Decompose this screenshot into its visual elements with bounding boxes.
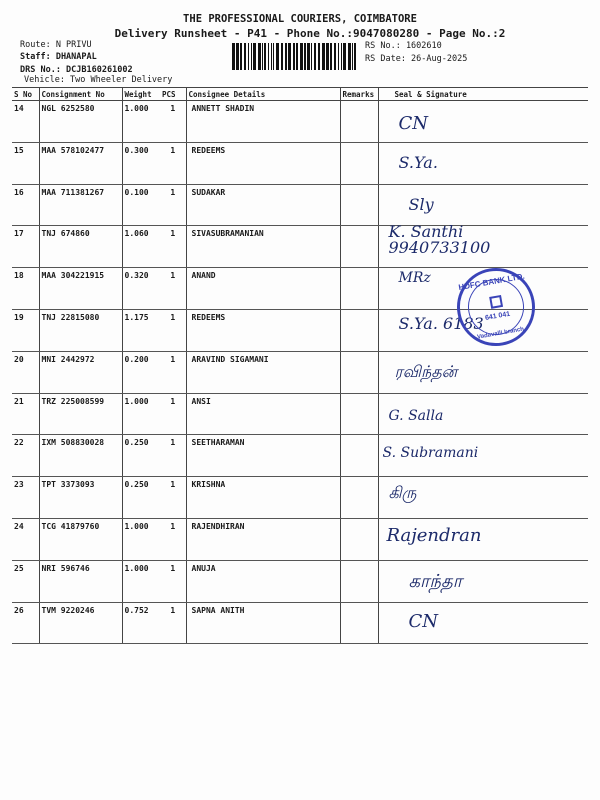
consignee-name-cell: ANAND: [186, 268, 340, 310]
barcode-bar: [330, 43, 332, 70]
handwritten-signature: MRz: [398, 270, 431, 287]
weight-cell: 1.000: [122, 560, 160, 602]
pcs-cell: 1: [160, 560, 186, 602]
barcode-bar: [281, 43, 283, 70]
consignee-name-cell: KRISHNA: [186, 477, 340, 519]
handwritten-signature: Rajendran: [386, 524, 482, 546]
table-row: [12, 351, 588, 393]
table-row: [12, 184, 588, 226]
barcode-bar: [341, 43, 342, 70]
barcode-bar: [293, 43, 295, 70]
signature-cell: [378, 435, 588, 477]
remarks-cell: [340, 351, 378, 393]
sno-cell: 20: [12, 351, 39, 393]
sno-cell: 15: [12, 142, 39, 184]
drs-number: DRS No.: DCJB160261002: [20, 65, 133, 75]
remarks-cell: [340, 101, 378, 143]
consignee-name-cell: ARAVIND SIGAMANI: [186, 351, 340, 393]
sno-cell: 23: [12, 477, 39, 519]
barcode-bar: [326, 43, 329, 70]
remarks-cell: [340, 477, 378, 519]
weight-cell: 1.175: [122, 309, 160, 351]
handwritten-signature: ரவிந்தன்: [394, 361, 458, 381]
signature-cell: [378, 184, 588, 226]
runsheet-table: [12, 87, 588, 644]
consignment-no-cell: MAA 304221915: [39, 268, 122, 310]
route: Route: N PRIVU: [20, 40, 92, 50]
remarks-cell: [340, 518, 378, 560]
table-row: [12, 477, 588, 519]
sno-cell: 19: [12, 309, 39, 351]
sno-cell: 26: [12, 602, 39, 644]
col-remarks: Remarks: [340, 88, 378, 101]
barcode-bar: [300, 43, 303, 70]
barcode: [232, 43, 358, 70]
sno-cell: 25: [12, 560, 39, 602]
barcode-bar: [232, 43, 235, 70]
staff: Staff: DHANAPAL: [20, 52, 97, 62]
barcode-bar: [244, 43, 246, 70]
weight-cell: 0.300: [122, 142, 160, 184]
pcs-cell: 1: [160, 477, 186, 519]
consignment-no-cell: TNJ 22815080: [39, 309, 122, 351]
barcode-bar: [240, 43, 242, 70]
col-sno: S No: [12, 88, 39, 101]
table-row: [12, 101, 588, 143]
signature-cell: [378, 602, 588, 644]
barcode-bar: [285, 43, 287, 70]
barcode-bar: [314, 43, 316, 70]
sno-cell: 22: [12, 435, 39, 477]
rs-date: RS Date: 26-Aug-2025: [365, 54, 468, 64]
barcode-bar: [318, 43, 320, 70]
sno-cell: 24: [12, 518, 39, 560]
table-row: [12, 393, 588, 435]
remarks-cell: [340, 268, 378, 310]
handwritten-signature: S.Ya. 6183: [398, 313, 484, 333]
consignment-no-cell: NRI 596746: [39, 560, 122, 602]
signature-cell: [378, 560, 588, 602]
stamp-branch: Vadavalli branch: [476, 326, 525, 341]
table-header: [12, 88, 588, 101]
consignment-no-cell: MNI 2442972: [39, 351, 122, 393]
barcode-bar: [307, 43, 310, 70]
handwritten-signature: CN: [398, 113, 429, 134]
remarks-cell: [340, 142, 378, 184]
signature-cell: [378, 101, 588, 143]
weight-cell: 1.000: [122, 393, 160, 435]
barcode-bar: [296, 43, 298, 70]
signature-cell: [378, 477, 588, 519]
remarks-cell: [340, 602, 378, 644]
weight-cell: 0.200: [122, 351, 160, 393]
table-row: [12, 142, 588, 184]
consignment-no-cell: TCG 41879760: [39, 518, 122, 560]
remarks-cell: [340, 309, 378, 351]
consignee-name-cell: ANNETT SHADIN: [186, 101, 340, 143]
hdfc-logo-icon: [489, 295, 503, 309]
pcs-cell: 1: [160, 309, 186, 351]
sno-cell: 14: [12, 101, 39, 143]
pcs-cell: 1: [160, 602, 186, 644]
barcode-bar: [251, 43, 252, 70]
consignment-no-cell: MAA 711381267: [39, 184, 122, 226]
col-signature: Seal & Signature: [378, 88, 588, 101]
consignment-no-cell: NGL 6252580: [39, 101, 122, 143]
pcs-cell: 1: [160, 393, 186, 435]
weight-cell: 0.320: [122, 268, 160, 310]
weight-cell: 1.060: [122, 226, 160, 268]
signature-cell: [378, 393, 588, 435]
vehicle: Vehicle: Two Wheeler Delivery: [24, 75, 173, 85]
barcode-bar: [288, 43, 291, 70]
weight-cell: 1.000: [122, 518, 160, 560]
company-title: THE PROFESSIONAL COURIERS, COIMBATORE: [183, 13, 417, 25]
col-weight: Weight: [122, 88, 160, 101]
weight-cell: 1.000: [122, 101, 160, 143]
consignment-no-cell: TVM 9220246: [39, 602, 122, 644]
consignee-name-cell: REDEEMS: [186, 309, 340, 351]
handwritten-signature: காந்தா: [408, 570, 463, 592]
table-row: [12, 518, 588, 560]
sno-cell: 18: [12, 268, 39, 310]
weight-cell: 0.250: [122, 477, 160, 519]
sno-cell: 21: [12, 393, 39, 435]
barcode-bar: [253, 43, 256, 70]
signature-cell: [378, 351, 588, 393]
sno-cell: 16: [12, 184, 39, 226]
pcs-cell: 1: [160, 518, 186, 560]
remarks-cell: [340, 226, 378, 268]
barcode-bar: [348, 43, 351, 70]
rs-number: RS No.: 1602610: [365, 41, 442, 51]
col-pcs: PCS: [160, 88, 186, 101]
signature-cell: [378, 222, 588, 268]
barcode-bar: [264, 43, 266, 70]
barcode-bar: [322, 43, 325, 70]
handwritten-signature: Sly: [408, 194, 434, 214]
handwritten-signature: CN: [408, 610, 439, 632]
barcode-bar: [334, 43, 336, 70]
stamp-bank: HDFC BANK LTD.: [457, 271, 526, 293]
table-row: [12, 226, 588, 268]
sno-cell: 17: [12, 226, 39, 268]
runsheet-subtitle: Delivery Runsheet - P41 - Phone No.:9047080280 - Page No.:2: [114, 27, 506, 40]
pcs-cell: 1: [160, 351, 186, 393]
consignment-no-cell: TPT 3373093: [39, 477, 122, 519]
weight-cell: 0.250: [122, 435, 160, 477]
pcs-cell: 1: [160, 142, 186, 184]
remarks-cell: [340, 184, 378, 226]
remarks-cell: [340, 393, 378, 435]
consignment-no-cell: TRZ 225008599: [39, 393, 122, 435]
signature-cell: [378, 142, 588, 184]
handwritten-signature: K. Santhi 9940733100: [388, 222, 491, 258]
consignee-name-cell: REDEEMS: [186, 142, 340, 184]
barcode-bar: [276, 43, 279, 70]
consignment-no-cell: IXM 508830028: [39, 435, 122, 477]
barcode-bar: [273, 43, 274, 70]
table-row: [12, 560, 588, 602]
signature-cell: [378, 518, 588, 560]
barcode-bar: [258, 43, 261, 70]
barcode-bar: [354, 43, 356, 70]
pcs-cell: 1: [160, 184, 186, 226]
table-row: [12, 435, 588, 477]
barcode-bar: [248, 43, 249, 70]
handwritten-signature: S.Ya.: [398, 152, 438, 172]
barcode-bar: [311, 43, 312, 70]
barcode-bar: [262, 43, 263, 70]
consignment-no-cell: MAA 578102477: [39, 142, 122, 184]
remarks-cell: [340, 435, 378, 477]
consignee-name-cell: SAPNA ANITH: [186, 602, 340, 644]
stamp-code: 641 041: [484, 310, 511, 323]
pcs-cell: 1: [160, 101, 186, 143]
consignee-name-cell: ANUJA: [186, 560, 340, 602]
barcode-bar: [338, 43, 339, 70]
pcs-cell: 1: [160, 435, 186, 477]
pcs-cell: 1: [160, 226, 186, 268]
table-row: [12, 602, 588, 644]
remarks-cell: [340, 560, 378, 602]
barcode-bar: [268, 43, 269, 70]
consignee-name-cell: SIVASUBRAMANIAN: [186, 226, 340, 268]
barcode-bar: [304, 43, 306, 70]
barcode-bar: [343, 43, 346, 70]
consignee-name-cell: SUDAKAR: [186, 184, 340, 226]
handwritten-signature: S. Subramani: [382, 445, 479, 462]
handwritten-signature: G. Salla: [388, 407, 444, 424]
consignee-name-cell: RAJENDHIRAN: [186, 518, 340, 560]
pcs-cell: 1: [160, 268, 186, 310]
col-consignee: Consignee Details: [186, 88, 340, 101]
consignment-no-cell: TNJ 674860: [39, 226, 122, 268]
weight-cell: 0.100: [122, 184, 160, 226]
col-consignment: Consignment No: [39, 88, 122, 101]
weight-cell: 0.752: [122, 602, 160, 644]
handwritten-signature: கிரு: [388, 483, 417, 503]
consignee-name-cell: SEETHARAMAN: [186, 435, 340, 477]
barcode-bar: [352, 43, 353, 70]
barcode-bar: [271, 43, 272, 70]
barcode-bar: [236, 43, 239, 70]
consignee-name-cell: ANSI: [186, 393, 340, 435]
